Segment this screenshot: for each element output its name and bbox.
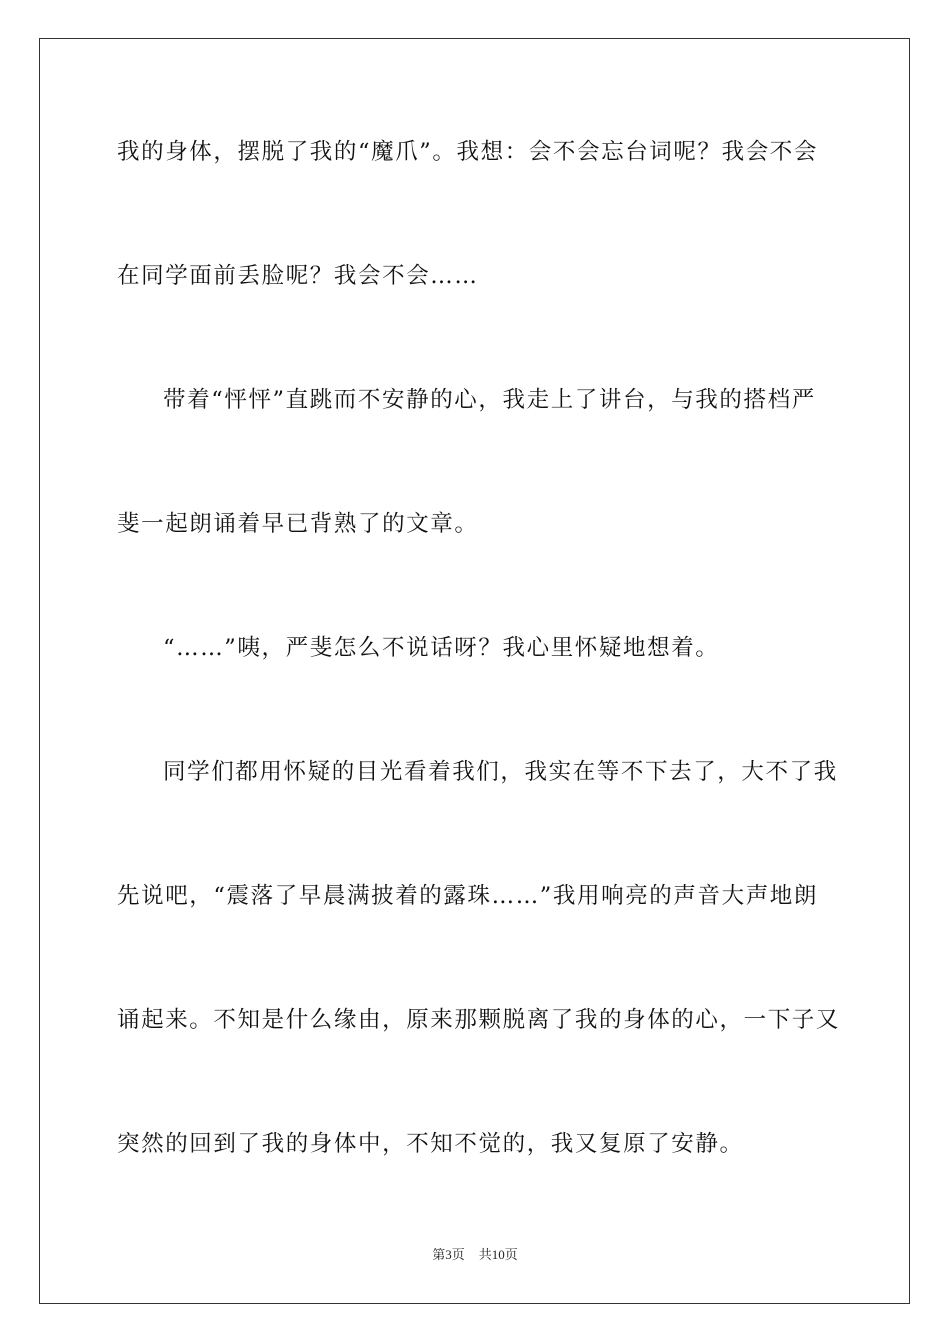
text-line: 突然的回到了我的身体中，不知不觉的，我又复原了安静。 <box>117 1131 744 1157</box>
text-line: 斐一起朗诵着早已背熟了的文章。 <box>117 511 479 537</box>
paragraph-start-line: 带着“怦怦”直跳而不安静的心，我走上了讲台，与我的搭档严 <box>163 387 816 413</box>
text-line: 我的身体，摆脱了我的“魔爪”。我想：会不会忘台词呢？我会不会 <box>117 139 819 165</box>
paragraph-start-line: 同学们都用怀疑的目光看着我们，我实在等不下去了，大不了我 <box>163 759 838 785</box>
page-footer <box>0 1246 950 1264</box>
page-border <box>39 38 910 1304</box>
page-total: 共10页 <box>478 1247 518 1262</box>
text-line: 在同学面前丢脸呢？我会不会…… <box>117 263 479 289</box>
text-line: 先说吧，“震落了早晨满披着的露珠……”我用响亮的声音大声地朗 <box>117 883 819 909</box>
paragraph-start-line: “……”咦，严斐怎么不说话呀？我心里怀疑地想着。 <box>163 635 720 661</box>
text-line: 诵起来。不知是什么缘由，原来那颗脱离了我的身体的心，一下子又 <box>117 1007 841 1033</box>
page-number: 第3页 <box>432 1247 465 1262</box>
